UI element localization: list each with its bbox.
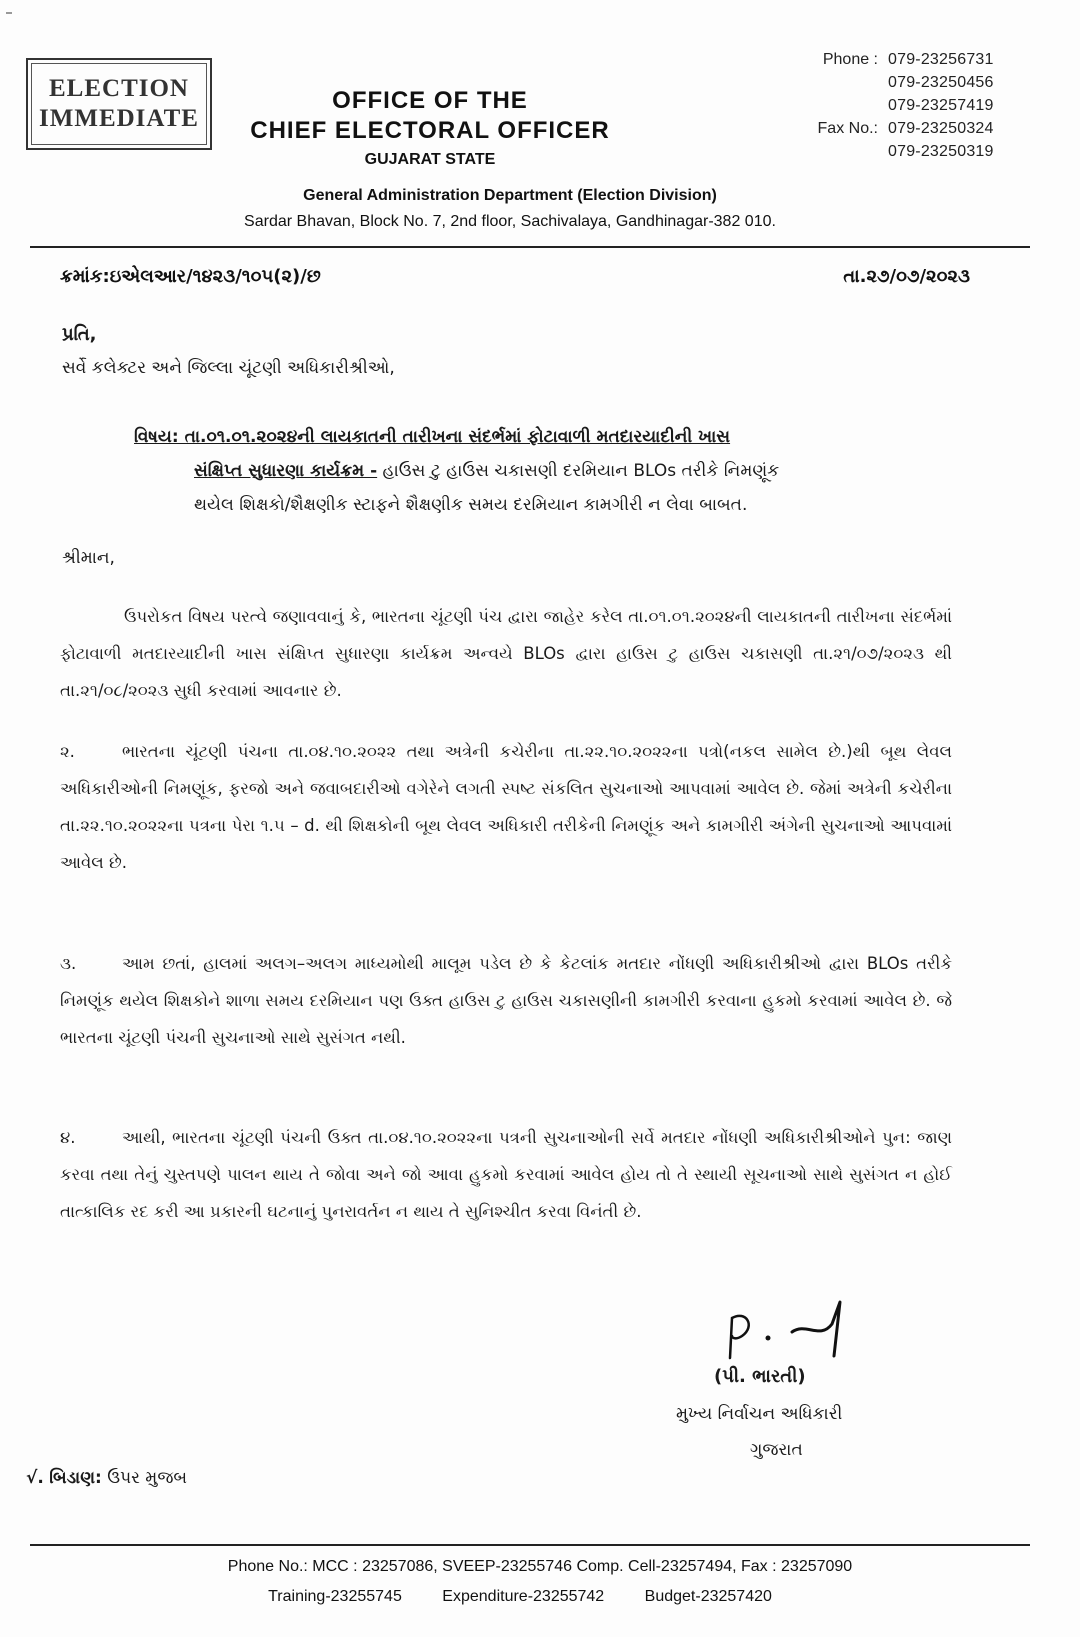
addressee: સર્વે કલેક્ટર અને જિલ્લા ચૂંટણી અધિકારીશ્રીઓ, [62,358,395,378]
paragraph-3 [60,945,952,1056]
enclosure-tick: √. [26,1468,44,1488]
subject-line-2-rest: હાઉસ ટુ હાઉસ ચકાસણી દરમિયાન BLOs તરીકે નિમણૂંક [377,461,780,481]
phone-label: Phone : [822,51,878,68]
footer-line-2 [60,1582,980,1612]
stamp-line-2: IMMEDIATE [39,105,199,132]
department-block [160,184,860,236]
fax-label: Fax No.: [817,120,878,137]
contact-numbers [792,48,1072,163]
department-address: Sardar Bhavan, Block No. 7, 2nd floor, Sachivalaya, Gandhinagar-382 010. [244,213,776,230]
paragraph-number: ૨. [60,742,75,761]
signatory-title: મુખ્ય નિર્વાચન અધિકારી [676,1404,843,1424]
office-heading [250,86,610,174]
paragraph-4 [60,1119,952,1230]
header-divider [30,246,1030,248]
election-immediate-stamp [26,58,212,150]
footer-divider [30,1544,1030,1546]
phone-number: 079-23250456 [888,74,994,91]
office-heading-line-2: CHIEF ELECTORAL OFFICER [250,117,610,144]
paragraph-2-text: ભારતના ચૂંટણી પંચના તા.૦૪.૧૦.૨૦૨૨ તથા અત્રેની કચેરીના તા.૨૨.૧૦.૨૦૨૨ના પત્રો(નકલ સામેલ છે.)થી બૂથ લેવલ અધિકારીઓની નિમણૂંક, ફરજો અને જવાબદારીઓ વગેરેને લગતી સ્પષ્ટ સંકલિત સુચનાઓ આપવામાં આવેલ છે. જેમાં અત્રેની કચેરીના તા.૨૨.૧૦.૨૦૨૨ના પત્રના પેરા ૧.૫ – d. થી શિક્ષકોની બૂથ લેવલ અધિકારી તરીકેની નિમણૂંક અને કામગીરી અંગેની સુચનાઓ આપવામાં આવેલ છે. [60,742,952,872]
office-heading-line-1: OFFICE OF THE [332,87,528,114]
footer-contacts [60,1552,980,1612]
signatory-place: ગુજરાત [750,1440,803,1460]
subject-line-2-bold: સંક્ષિપ્ત સુધારણા કાર્યક્રમ - [194,461,378,481]
scan-artifact [6,12,12,14]
paragraph-number: ૩. [60,954,77,973]
to-label: પ્રતિ, [62,324,97,345]
salutation: શ્રીમાન, [62,548,115,568]
paragraph-number: ૪. [60,1128,76,1147]
paragraph-3-text: આમ છતાં, હાલમાં અલગ–અલગ માધ્યમોથી માલૂમ પડેલ છે કે કેટલાંક મતદાર નોંધણી અધિકારીશ્રીઓ દ્વારા BLOs તરીકે નિમણૂંક થયેલ શિક્ષકોને શાળા સમય દરમિયાન પણ ઉક્ત હાઉસ ટુ હાઉસ ચકાસણીની કામગીરી કરવાના હુકમો કરવામાં આવેલ છે. જે ભારતના ચૂંટણી પંચની સુચનાઓ સાથે સુસંગત નથી. [60,954,952,1047]
subject-line-1: વિષય: તા.૦૧.૦૧.૨૦૨૪ની લાયકાતની તારીખના સંદર્ભમાં ફોટાવાળી મતદારયાદીની ખાસ [134,427,731,447]
paragraph-4-text: આથી, ભારતના ચૂંટણી પંચની ઉક્ત તા.૦૪.૧૦.૨૦૨૨ના પત્રની સુચનાઓની સર્વે મતદાર નોંધણી અધિકારીશ્રીઓને પુન: જાણ કરવા તથા તેનું ચુસ્તપણે પાલન થાય તે જોવા અને જો આવા હુકમો કરવામાં આવેલ હોય તો તે સ્થાયી સૂચનાઓ સાથે સુસંગત ન હોઈ તાત્કાલિક રદ કરી આ પ્રકારની ઘટનાનું પુનરાવર્તન ન થાય તે સુનિશ્ચીત કરવા વિનંતી છે. [60,1128,952,1221]
fax-number: 079-23250319 [888,143,994,160]
fax-number: 079-23250324 [888,120,994,137]
paragraph-1: ઉપરોકત વિષય પરત્વે જણાવવાનું કે, ભારતના ચૂંટણી પંચ દ્વારા જાહેર કરેલ તા.૦૧.૦૧.૨૦૨૪ની લાયકાતની તારીખના સંદર્ભમાં ફોટાવાળી મતદારયાદીની ખાસ સંક્ષિપ્ત સુધારણા કાર્યક્રમ અન્વયે BLOs દ્વારા હાઉસ ટુ હાઉસ ચકાસણી તા.૨૧/૦૭/૨૦૨૩ થી તા.૨૧/૦૮/૨૦૨૩ સુધી કરવામાં આવનાર છે. [60,607,952,700]
footer-budget: Budget-23257420 [644,1588,772,1605]
stamp-line-1: ELECTION [49,75,189,102]
footer-training: Training-23255745 [268,1588,402,1605]
footer-line-1: Phone No.: MCC : 23257086, SVEEP-23255746 Comp. Cell-23257494, Fax : 23257090 [227,1558,853,1575]
signatory-name: (પી. ભારતી) [714,1366,806,1387]
office-heading-line-3: GUJARAT STATE [364,151,496,168]
phone-number: 079-23256731 [888,51,994,68]
footer-expenditure: Expenditure-23255742 [442,1588,605,1605]
subject-line-3: થયેલ શિક્ષકો/શૈક્ષણીક સ્ટાફને શૈક્ષણીક સમય દરમિયાન કામગીરી ન લેવા બાબત. [194,495,748,515]
enclosure-line [26,1468,187,1488]
phone-number: 079-23257419 [888,97,994,114]
subject-block [134,420,952,522]
signature-mark [716,1296,856,1376]
enclosure-label: બિડાણ: [49,1468,102,1488]
department-name: General Administration Department (Election Division) [303,187,717,204]
letter-date: તા.૨૭/૦૭/૨૦૨૩ [843,266,970,287]
reference-number: ક્રમાંક:ઇએલઆર/૧૪૨૩/૧૦૫(૨)/છ [60,266,321,287]
paragraph-2 [60,733,952,881]
enclosure-value: ઉપર મુજબ [107,1468,188,1488]
